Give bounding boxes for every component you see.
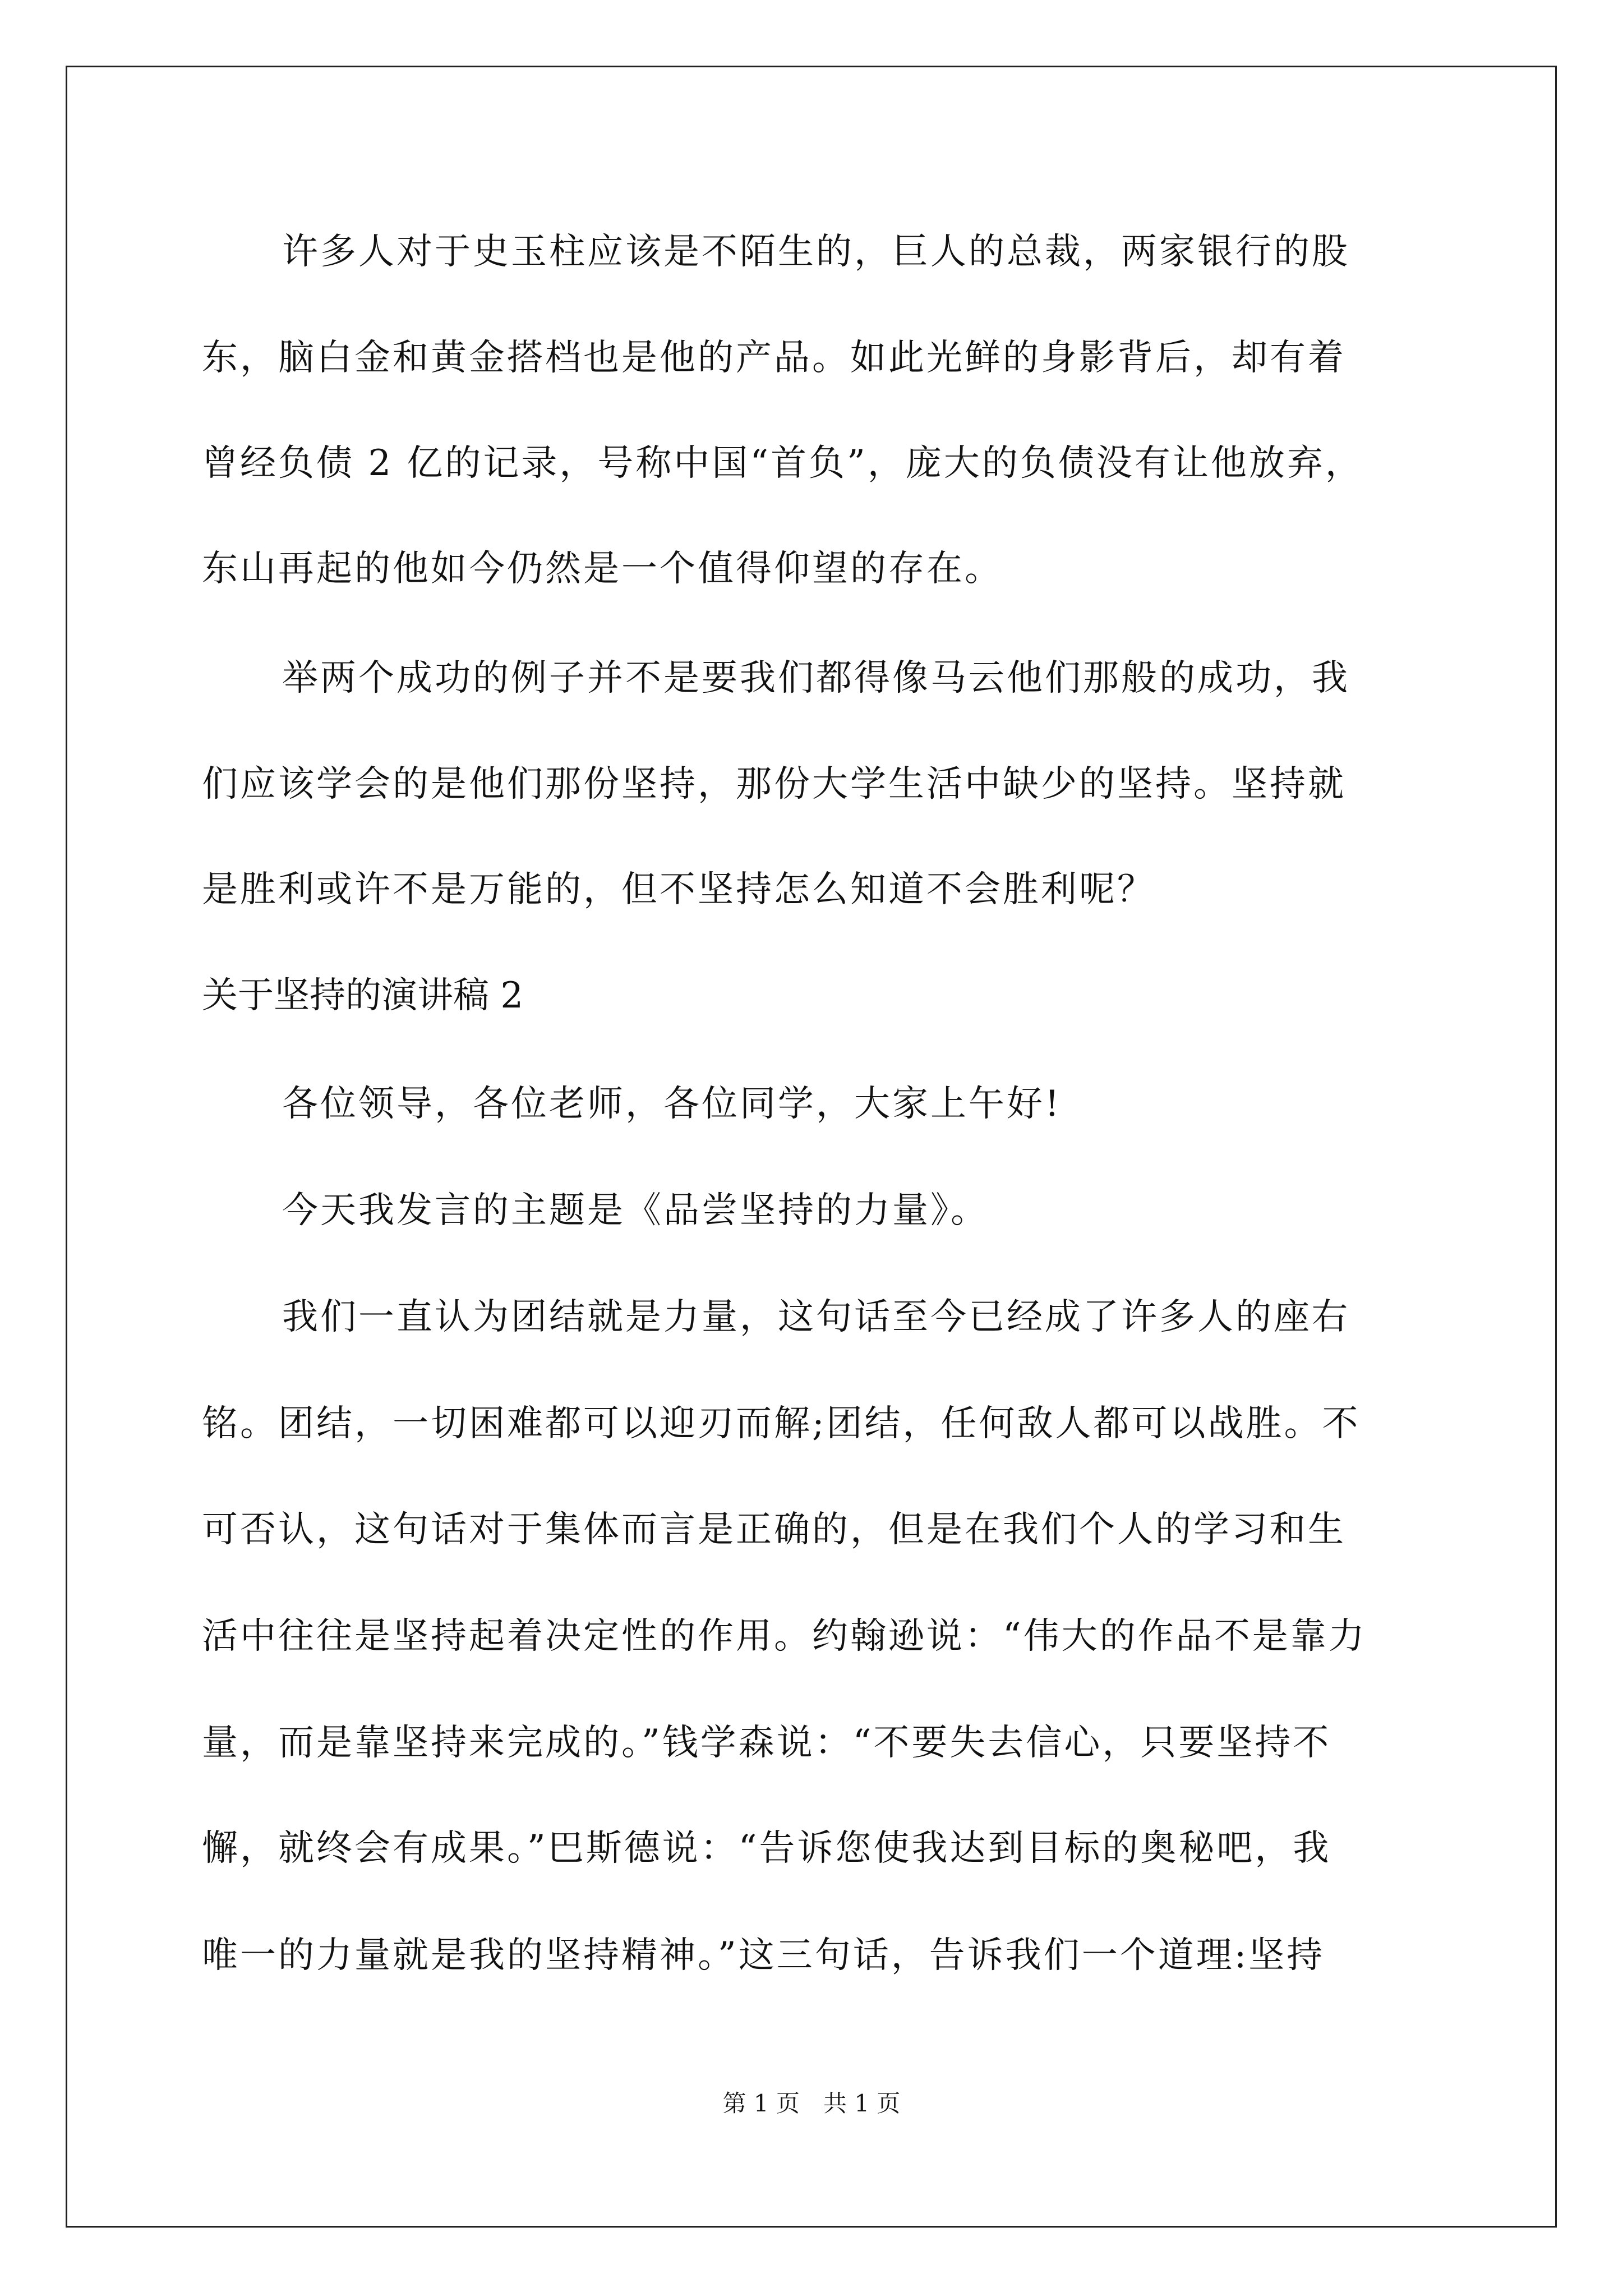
- paragraph-2-line-3: 是胜利或许不是万能的，但不坚持怎么知道不会胜利呢？: [202, 869, 1155, 910]
- paragraph-1-line-3: 曾经负债 2 亿的记录，号称中国“首负”，庞大的负债没有让他放弃，: [202, 443, 1363, 484]
- paragraph-3-line-3: 可否认，这句话对于集体而言是正确的，但是在我们个人的学习和生: [202, 1509, 1346, 1550]
- paragraph-2-line-1: 举两个成功的例子并不是要我们都得像马云他们那般的成功，我: [282, 657, 1350, 699]
- page-footer: 第 1 页 共 1 页: [722, 2090, 901, 2117]
- topic-line: 今天我发言的主题是《品尝坚持的力量》。: [282, 1190, 989, 1231]
- page-border: [66, 66, 1557, 2228]
- paragraph-3-line-7: 唯一的力量就是我的坚持精神。”这三句话，告诉我们一个道理:坚持: [202, 1935, 1325, 1976]
- paragraph-1-line-2: 东，脑白金和黄金搭档也是他的产品。如此光鲜的身影背后，却有着: [202, 337, 1346, 379]
- paragraph-3-line-5: 量，而是靠坚持来完成的。”钱学森说：“不要失去信心，只要坚持不: [202, 1722, 1331, 1764]
- paragraph-3-line-1: 我们一直认为团结就是力量，这句话至今已经成了许多人的座右: [282, 1296, 1350, 1338]
- paragraph-3-line-6: 懈，就终会有成果。”巴斯德说：“告诉您使我达到目标的奥秘吧，我: [202, 1828, 1331, 1869]
- paragraph-1-line-4: 东山再起的他如今仍然是一个值得仰望的存在。: [202, 548, 1003, 590]
- greeting-line: 各位领导，各位老师，各位同学，大家上午好!: [282, 1083, 1062, 1125]
- paragraph-1-line-1: 许多人对于史玉柱应该是不陌生的，巨人的总裁，两家银行的股: [282, 231, 1350, 273]
- paragraph-2-line-2: 们应该学会的是他们那份坚持，那份大学生活中缺少的坚持。坚持就: [202, 763, 1346, 805]
- section-heading: 关于坚持的演讲稿 2: [202, 975, 524, 1016]
- paragraph-3-line-2: 铭。团结，一切困难都可以迎刃而解;团结，任何敌人都可以战胜。不: [202, 1403, 1361, 1444]
- paragraph-3-line-4: 活中往往是坚持起着决定性的作用。约翰逊说：“伟大的作品不是靠力: [202, 1616, 1367, 1657]
